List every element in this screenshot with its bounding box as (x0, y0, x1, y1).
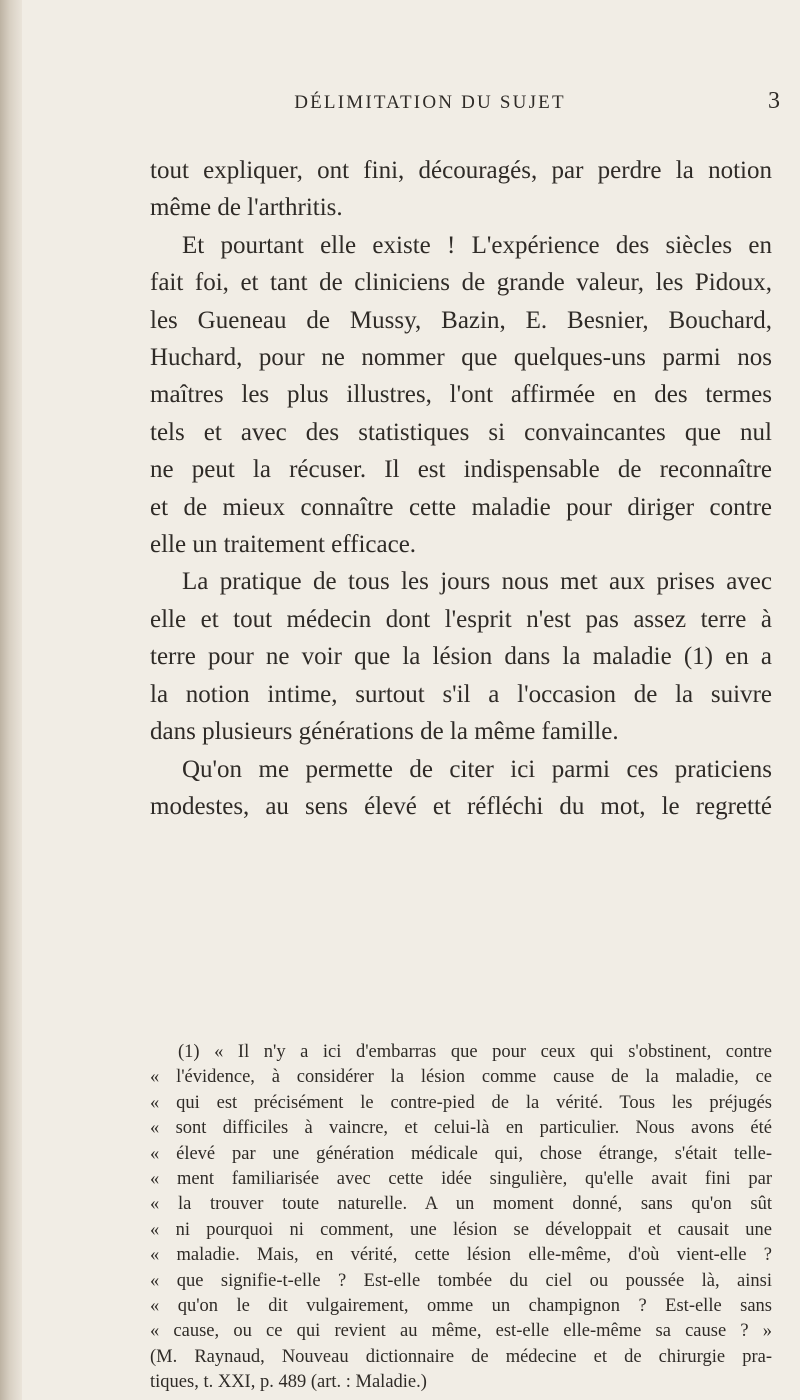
footnote-line: « ment familiarisée avec cette idée singulière, qu'elle avait fini par (150, 1169, 772, 1190)
body-text (150, 152, 772, 825)
text-line: terre pour ne voir que la lésion dans la maladie (1) en a (150, 643, 772, 671)
footnote-line: « cause, ou ce qui revient au même, est-elle elle-même sa cause ? » (150, 1321, 772, 1342)
text-line: tels et avec des statistiques si convaincantes que nul (150, 418, 772, 446)
footnote-line: (M. Raynaud, Nouveau dictionnaire de médecine et de chirurgie pra- (150, 1346, 772, 1367)
footnote-line: tiques, t. XXI, p. 489 (art. : Maladie.) (150, 1372, 427, 1393)
footnote-line: « maladie. Mais, en vérité, cette lésion elle-même, d'où vient-elle ? (150, 1245, 772, 1266)
text-line: modestes, au sens élevé et réfléchi du mot, le regretté (150, 792, 772, 820)
footnote-line: « l'évidence, à considérer la lésion comme cause de la maladie, ce (150, 1067, 772, 1088)
text-line: dans plusieurs générations de la même famille. (150, 718, 619, 746)
page-number: 3 (768, 88, 780, 114)
paragraph (150, 152, 772, 227)
footnote-line: (1) « Il n'y a ici d'embarras que pour ceux qui s'obstinent, contre (178, 1042, 772, 1062)
running-head (80, 88, 780, 122)
text-line: les Gueneau de Mussy, Bazin, E. Besnier, Bouchard, (150, 306, 772, 334)
running-title: DÉLIMITATION DU SUJET (294, 92, 566, 113)
footnote-line: « ni pourquoi ni comment, une lésion se développait et causait une (150, 1219, 772, 1240)
footnote-line: « la trouver toute naturelle. A un moment donné, sans qu'on sût (150, 1194, 772, 1215)
text-line: fait foi, et tant de cliniciens de grande valeur, les Pidoux, (150, 269, 772, 297)
text-line: maîtres les plus illustres, l'ont affirmée en des termes (150, 381, 772, 409)
footnote (150, 1040, 772, 1396)
paragraph (150, 227, 772, 564)
footnote-line: « sont difficiles à vaincre, et celui-là en particulier. Nous avons été (150, 1118, 772, 1139)
text-line: Et pourtant elle existe ! L'expérience des siècles en (182, 231, 772, 259)
text-line: Qu'on me permette de citer ici parmi ces praticiens (182, 755, 772, 783)
text-line: Huchard, pour ne nommer que quelques-uns parmi nos (150, 344, 772, 372)
page-gutter-shadow (0, 0, 22, 1400)
text-line: même de l'arthritis. (150, 194, 343, 222)
text-line: et de mieux connaître cette maladie pour diriger contre (150, 493, 772, 521)
text-line: tout expliquer, ont fini, découragés, par perdre la notion (150, 157, 772, 184)
footnote-line: « que signifie-t-elle ? Est-elle tombée du ciel ou poussée là, ainsi (150, 1270, 772, 1291)
text-line: La pratique de tous les jours nous met aux prises avec (182, 568, 772, 596)
text-line: elle un traitement efficace. (150, 531, 417, 559)
paragraph (150, 563, 772, 750)
footnote-line: « élevé par une génération médicale qui, chose étrange, s'était telle- (150, 1143, 772, 1164)
paragraph (150, 751, 772, 826)
footnote-line: « qu'on le dit vulgairement, omme un champignon ? Est-elle sans (150, 1296, 772, 1317)
footnote-line: « qui est précisément le contre-pied de la vérité. Tous les préjugés (150, 1092, 772, 1113)
text-line: ne peut la récuser. Il est indispensable de reconnaître (150, 456, 772, 484)
text-line: elle et tout médecin dont l'esprit n'est pas assez terre à (150, 605, 772, 633)
text-line: la notion intime, surtout s'il a l'occasion de la suivre (150, 680, 772, 708)
